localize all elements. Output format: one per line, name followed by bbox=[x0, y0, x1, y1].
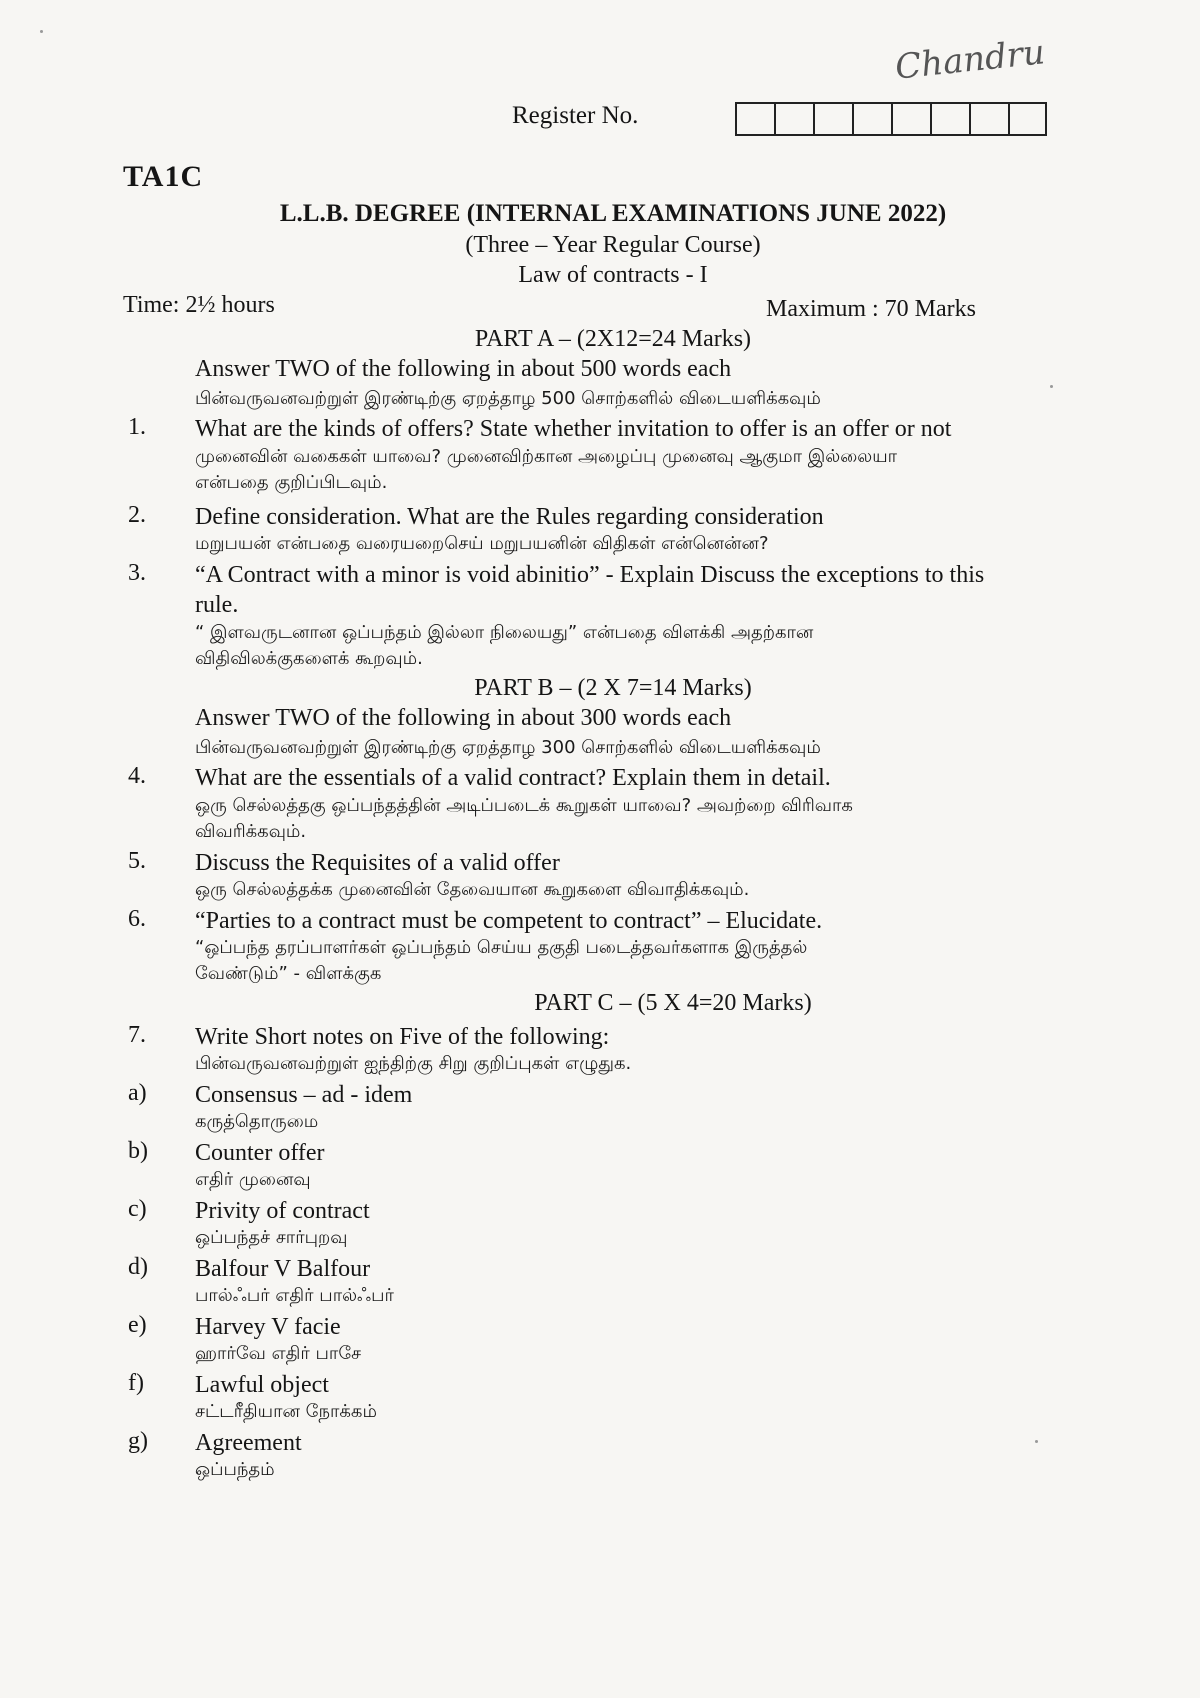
sub-item-text-tamil: ஒப்பந்தச் சார்புறவு bbox=[195, 1227, 348, 1248]
course-subtitle: (Three – Year Regular Course) bbox=[465, 232, 761, 258]
question-text-continued: rule. bbox=[195, 592, 239, 618]
sub-item-text-tamil: ஹார்வே எதிர் பாசே bbox=[195, 1343, 362, 1364]
part-c-heading: PART C – (5 X 4=20 Marks) bbox=[534, 990, 812, 1016]
maximum-marks: Maximum : 70 Marks bbox=[766, 296, 976, 322]
part-a-instruction-tamil: பின்வருவனவற்றுள் இரண்டிற்கு ஏறத்தாழ 500 சொற்களில் விடையளிக்கவும் bbox=[195, 388, 821, 409]
register-digit-box bbox=[930, 102, 969, 136]
question-text-tamil: வேண்டும்” - விளக்குக bbox=[195, 963, 382, 984]
sub-item-label: c) bbox=[128, 1196, 147, 1222]
part-a-instruction: Answer TWO of the following in about 500 words each bbox=[195, 356, 732, 382]
part-b-instruction-tamil: பின்வருவனவற்றுள் இரண்டிற்கு ஏறத்தாழ 300 சொற்களில் விடையளிக்கவும் bbox=[195, 737, 821, 758]
register-label: Register No. bbox=[512, 102, 639, 129]
sub-item-text: Counter offer bbox=[195, 1140, 325, 1166]
part-a-heading: PART A – (2X12=24 Marks) bbox=[474, 326, 752, 352]
sub-item-label: a) bbox=[128, 1080, 147, 1106]
register-digit-box bbox=[969, 102, 1008, 136]
question-text-tamil: ஒரு செல்லத்தக்க முனைவின் தேவையான கூறுகளை விவாதிக்கவும். bbox=[195, 879, 750, 900]
sub-item-label: b) bbox=[128, 1138, 148, 1164]
question-text-tamil: விவரிக்கவும். bbox=[195, 821, 307, 842]
paper-code: TA1C bbox=[123, 160, 204, 193]
register-digit-box bbox=[813, 102, 852, 136]
question-number: 5. bbox=[128, 848, 146, 874]
sub-item-label: f) bbox=[128, 1370, 144, 1396]
register-digit-box bbox=[735, 102, 774, 136]
exam-title: L.L.B. DEGREE (INTERNAL EXAMINATIONS JUNE 2022) bbox=[279, 200, 947, 227]
scan-speck bbox=[1035, 1440, 1038, 1443]
question-text: “A Contract with a minor is void abinitio” - Explain Discuss the exceptions to this bbox=[195, 562, 985, 588]
question-text-tamil: “ இளவருடனான ஒப்பந்தம் இல்லா நிலையது” என்பதை விளக்கி அதற்கான bbox=[195, 622, 814, 643]
sub-item-text: Consensus – ad - idem bbox=[195, 1082, 413, 1108]
question-number: 1. bbox=[128, 414, 146, 440]
subject-name: Law of contracts - I bbox=[518, 262, 708, 288]
register-digit-box bbox=[774, 102, 813, 136]
question-text-tamil: மறுபயன் என்பதை வரையறைசெய் மறுபயனின் விதிகள் என்னென்ன? bbox=[195, 533, 769, 554]
question-text: What are the essentials of a valid contract? Explain them in detail. bbox=[195, 765, 831, 791]
question-text-tamil: “ஒப்பந்த தரப்பாளர்கள் ஒப்பந்தம் செய்ய தகுதி படைத்தவர்களாக இருத்தல் bbox=[195, 937, 808, 958]
sub-item-label: g) bbox=[128, 1428, 148, 1454]
question-text: What are the kinds of offers? State whether invitation to offer is an offer or not bbox=[195, 416, 952, 442]
question-text-tamil: முனைவின் வகைகள் யாவை? முனைவிற்கான அழைப்பு முனைவு ஆகுமா இல்லையா bbox=[195, 446, 898, 467]
part-b-heading: PART B – (2 X 7=14 Marks) bbox=[474, 675, 752, 701]
time-allowed: Time: 2½ hours bbox=[123, 292, 275, 318]
sub-item-text-tamil: கருத்தொருமை bbox=[195, 1111, 319, 1132]
part-b-instruction: Answer TWO of the following in about 300 words each bbox=[195, 705, 732, 731]
question-number: 6. bbox=[128, 906, 146, 932]
question-text-tamil: விதிவிலக்குகளைக் கூறவும். bbox=[195, 648, 423, 669]
question-text: Write Short notes on Five of the following: bbox=[195, 1024, 610, 1050]
sub-item-text: Lawful object bbox=[195, 1372, 329, 1398]
sub-item-text-tamil: சட்டரீதியான நோக்கம் bbox=[195, 1401, 377, 1422]
sub-item-text-tamil: பால்ஃபர் எதிர் பால்ஃபர் bbox=[195, 1285, 394, 1306]
register-number-boxes bbox=[735, 102, 1047, 136]
scan-speck bbox=[40, 30, 43, 33]
question-text-tamil: ஒரு செல்லத்தகு ஒப்பந்தத்தின் அடிப்படைக் கூறுகள் யாவை? அவற்றை விரிவாக bbox=[195, 795, 853, 816]
question-text: Define consideration. What are the Rules regarding consideration bbox=[195, 504, 824, 530]
register-digit-box bbox=[891, 102, 930, 136]
sub-item-label: d) bbox=[128, 1254, 148, 1280]
question-number: 3. bbox=[128, 560, 146, 586]
question-number: 7. bbox=[128, 1022, 146, 1048]
sub-item-text-tamil: எதிர் முனைவு bbox=[195, 1169, 311, 1190]
register-digit-box bbox=[1008, 102, 1047, 136]
question-text: “Parties to a contract must be competent to contract” – Elucidate. bbox=[195, 908, 823, 934]
question-number: 4. bbox=[128, 763, 146, 789]
scan-speck bbox=[1050, 385, 1053, 388]
sub-item-text: Balfour V Balfour bbox=[195, 1256, 371, 1282]
register-digit-box bbox=[852, 102, 891, 136]
question-number: 2. bbox=[128, 502, 146, 528]
sub-item-text: Privity of contract bbox=[195, 1198, 370, 1224]
question-text-tamil: என்பதை குறிப்பிடவும். bbox=[195, 472, 388, 493]
question-text: Discuss the Requisites of a valid offer bbox=[195, 850, 560, 876]
question-text-tamil: பின்வருவனவற்றுள் ஐந்திற்கு சிறு குறிப்புகள் எழுதுக. bbox=[195, 1053, 632, 1074]
signature: Chandru bbox=[893, 32, 1047, 88]
sub-item-text: Agreement bbox=[195, 1430, 302, 1456]
sub-item-text-tamil: ஒப்பந்தம் bbox=[195, 1459, 275, 1480]
sub-item-label: e) bbox=[128, 1312, 147, 1338]
sub-item-text: Harvey V facie bbox=[195, 1314, 341, 1340]
